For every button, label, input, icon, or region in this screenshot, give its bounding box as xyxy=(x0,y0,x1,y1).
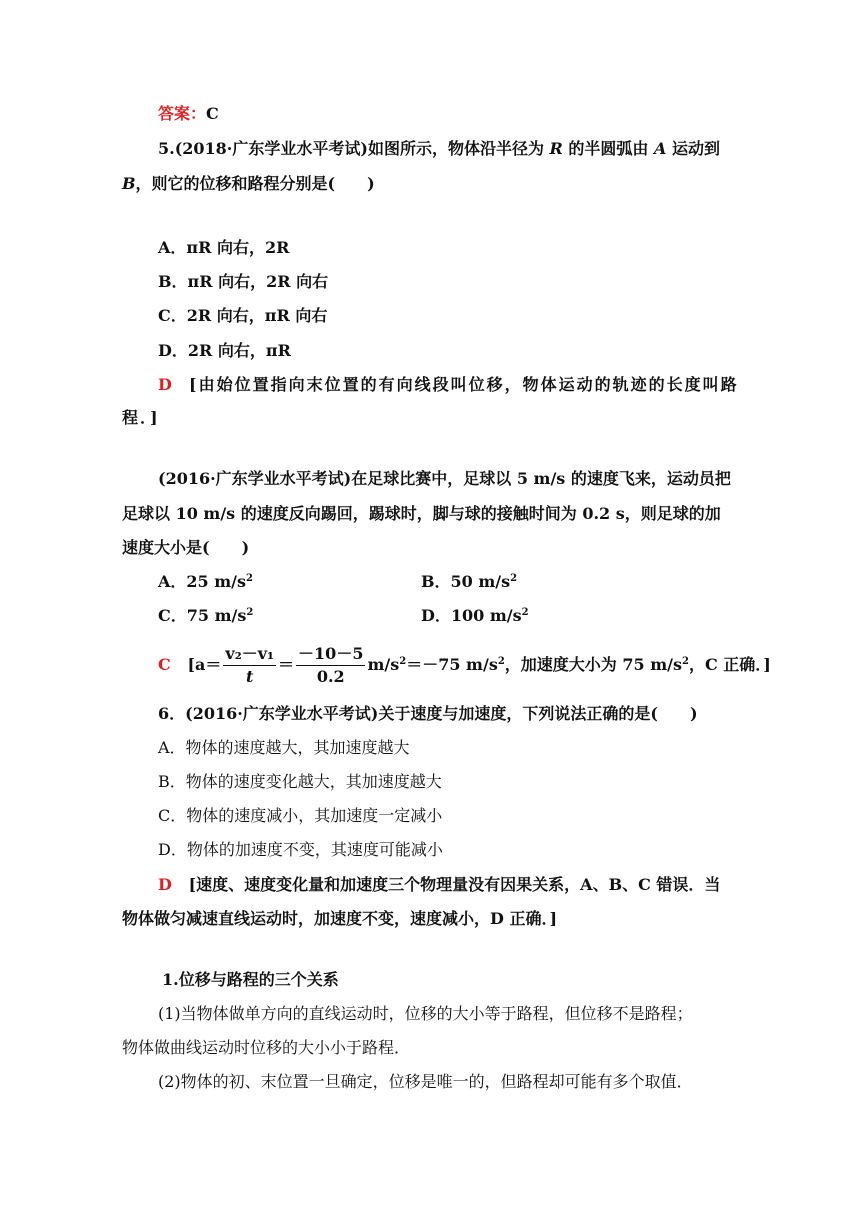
ball-answer-line: C [a＝ $\frac{\text{v₂－v₁}}{t}$ ＝ $\frac{-10-5}{0.2}$ $m/s^2=-75$ $m/s^2$，加速度大小为 75 $m/s^2$，C 正确．] xyxy=(158,644,771,686)
ball-option-c: C．75 $m/s^2$ xyxy=(158,606,254,625)
q5-stem-line2: B，则它的位移和路程分别是( ) xyxy=(122,174,375,193)
q5-answer-line1: D [由始位置指向末位置的有向线段叫位移，物体运动的轨迹的长度叫路 xyxy=(158,375,739,394)
summary-heading: 1.位移与路程的三个关系 xyxy=(162,970,339,989)
ball-answer-letter: C xyxy=(158,655,171,674)
q5-answer-line2: 程．] xyxy=(122,408,160,427)
q5-option-d: D．2R 向右，πR xyxy=(158,341,291,360)
ball-option-d: D．100 $m/s^2$ xyxy=(421,606,529,625)
ball-stem-line3: 速度大小是( ) xyxy=(122,538,250,557)
ball-option-b: B．50 $m/s^2$ xyxy=(421,572,518,591)
q6-answer-line1: D [速度、速度变化量和加速度三个物理量没有因果关系，A、B、C 错误．当 xyxy=(158,875,721,894)
q6-answer-line2: 物体做匀减速直线运动时，加速度不变，速度减小，D 正确．] xyxy=(122,909,558,928)
q6-option-a: A．物体的速度越大，其加速度越大 xyxy=(158,738,410,757)
q6-stem: 6．(2016·广东学业水平考试)关于速度与加速度，下列说法正确的是( ) xyxy=(158,704,698,723)
q6-option-d: D．物体的加速度不变，其速度可能减小 xyxy=(158,840,443,859)
answer-label: 答案： xyxy=(158,104,207,123)
answer-line xyxy=(158,102,219,126)
q5-option-b: B．πR 向右，2R 向右 xyxy=(158,272,329,291)
ball-options-row2 xyxy=(158,604,718,628)
ball-option-a: A．25 $m/s^2$ xyxy=(158,572,254,591)
answer-value: C xyxy=(206,104,219,123)
ball-stem-line2: 足球以 10 m/s 的速度反向踢回，踢球时，脚与球的接触时间为 0.2 s，则足球的加 xyxy=(122,504,721,523)
ball-options-row1 xyxy=(158,570,718,594)
summary-p1-line1: (1)当物体做单方向的直线运动时，位移的大小等于路程，但位移不是路程； xyxy=(158,1004,693,1023)
formula-fraction-1: $\frac{\text{v₂－v₁}}{t}$ xyxy=(225,644,275,686)
formula-fraction-2: $\frac{-10-5}{0.2}$ xyxy=(298,644,364,686)
q6-option-b: B．物体的速度变化越大，其加速度越大 xyxy=(158,772,442,791)
q5-answer-letter: D xyxy=(158,375,174,394)
summary-p2: (2)物体的初、末位置一旦确定，位移是唯一的，但路程却可能有多个取值． xyxy=(158,1072,693,1091)
q6-option-c: C．物体的速度减小，其加速度一定减小 xyxy=(158,806,443,825)
q6-answer-letter: D xyxy=(158,875,172,894)
q5-stem-line1: 5.(2018·广东学业水平考试)如图所示，物体沿半径为 R 的半圆弧由 A 运动到 xyxy=(158,139,721,158)
summary-p1-line2: 物体做曲线运动时位移的大小小于路程． xyxy=(122,1038,411,1057)
q5-option-a: A．πR 向右，2R xyxy=(158,238,290,257)
q5-option-c: C．2R 向右，πR 向右 xyxy=(158,306,328,325)
ball-stem-line1: (2016·广东学业水平考试)在足球比赛中，足球以 5 m/s 的速度飞来，运动员把 xyxy=(158,469,731,488)
